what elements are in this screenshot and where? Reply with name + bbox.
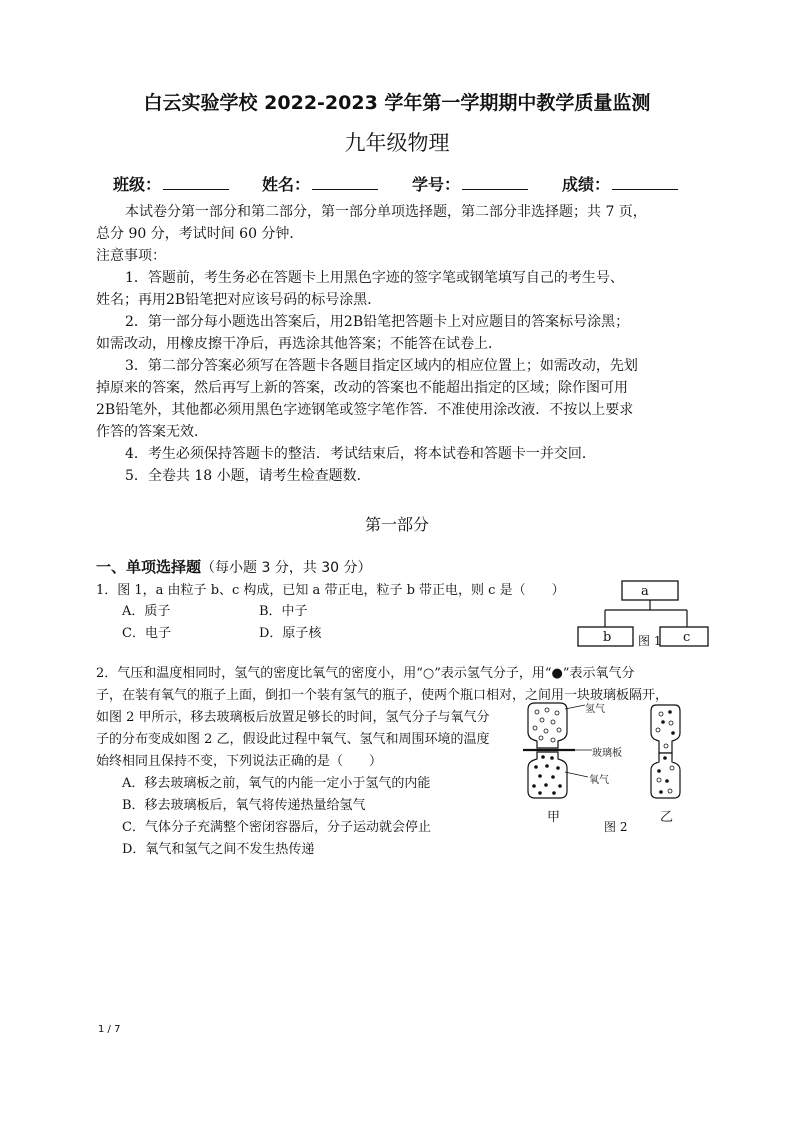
fig1-box-a [622, 581, 678, 600]
info-score-blank [612, 175, 678, 190]
fig2-label-h2: 氢气 [585, 704, 605, 715]
info-class-blank [163, 175, 229, 190]
exam-title: 白云实验学校 2022-2023 学年第一学期期中教学质量监测 [143, 92, 651, 114]
q2-line-4: 子的分布变成如图 2 乙，假设此过程中氧气、氢气和周围环境的温度 [96, 732, 490, 747]
exam-subtitle: 九年级物理 [344, 131, 450, 155]
fig2-label-glass: 玻璃板 [592, 748, 622, 759]
fig2-label-line-o2 [565, 772, 588, 777]
fig1-label-b: b [603, 630, 612, 645]
q2-line-3: 如图 2 甲所示，移去玻璃板后放置足够长的时间，氢气分子与氧气分 [96, 710, 490, 725]
q1-stem: 1．图 1，a 由粒子 b、c 构成，已知 a 带正电，粒子 b 带正电，则 c 是（ ） [96, 583, 565, 598]
fig2-label-line-h2 [565, 705, 585, 709]
note-3b: 掉原来的答案，然后再写上新的答案，改动的答案也不能超出指定的区域；除作图可用 [96, 380, 628, 396]
fig2-left-bottom-bottle [528, 752, 567, 798]
note-3d: 作答的答案无效． [96, 424, 208, 440]
note-3a: 3．第二部分答案必须写在答题卡各题目指定区域内的相应位置上；如需改动，先划 [125, 358, 638, 374]
q1-option-a: A．质子 [122, 604, 171, 619]
note-4: 4．考生必须保持答题卡的整洁．考试结束后，将本试卷和答题卡一并交回． [125, 446, 596, 462]
q2-line-5: 始终相同且保持不变，下列说法正确的是（ ） [96, 754, 383, 769]
info-name-label: 姓名： [262, 175, 311, 194]
q2-option-d: D．氧气和氢气之间不发生热传递 [122, 842, 315, 857]
q2-line-1: 2．气压和温度相同时，氢气的密度比氧气的密度小，用“○”表示氢气分子，用“●”表示氧气分 [96, 666, 635, 681]
q1-option-b: B．中子 [259, 604, 308, 619]
note-1b: 姓名；再用2B铅笔把对应该号码的标号涂黑． [96, 292, 382, 308]
fig2-label-right: 乙 [660, 810, 674, 825]
info-id-blank [462, 175, 528, 190]
fig2-left-bottles [523, 703, 575, 798]
q2-option-c: C．气体分子充满整个密闭容器后，分子运动就会停止 [122, 820, 431, 835]
note-5: 5．全卷共 18 小题，请考生检查题数． [125, 468, 371, 484]
fig1-label-c: c [683, 630, 691, 645]
section-1-title [96, 556, 372, 577]
note-3c: 2B铅笔外，其他都必须用黑色字迹钢笔或签字笔作答．不准使用涂改液．不按以上要求 [96, 402, 634, 418]
q2-line-2: 子，在装有氧气的瓶子上面，倒扣一个装有氢气的瓶子，使两个瓶口相对，之间用一块玻璃板隔开， [96, 688, 669, 703]
info-score-label: 成绩： [562, 175, 611, 194]
intro-line-1: 本试卷分第一部分和第二部分，第一部分单项选择题，第二部分非选择题；共 7 页， [125, 204, 647, 220]
q1-option-d: D．原子核 [259, 626, 322, 641]
info-id [412, 172, 528, 195]
info-class-label: 班级： [113, 175, 162, 194]
fig1-label-a: a [641, 584, 649, 599]
q2-option-a: A．移去玻璃板之前，氧气的内能一定小于氢气的内能 [122, 776, 431, 791]
info-class [113, 172, 229, 195]
fig2-caption: 图 2 [604, 820, 628, 834]
notes-title: 注意事项： [96, 248, 166, 264]
note-1a: 1．答题前，考生务必在答题卡上用黑色字迹的签字笔或钢笔填写自己的考生号、 [125, 270, 624, 286]
q2-option-b: B．移去玻璃板后，氧气将传递热量给氢气 [122, 798, 366, 813]
fig2-right-bottom-bottle [651, 753, 680, 798]
section-1-title-main: 一、单项选择题 [96, 558, 202, 576]
fig2-label-left: 甲 [547, 810, 561, 825]
fig2-label-o2: 氧气 [589, 775, 609, 786]
fig2-right-bottles [651, 705, 680, 798]
section-1-title-note: （每小题 3 分，共 30 分） [201, 560, 372, 576]
q1-option-c: C．电子 [122, 626, 171, 641]
intro-line-2: 总分 90 分，考试时间 60 分钟． [96, 226, 304, 242]
info-id-label: 学号： [412, 175, 461, 194]
info-score [562, 172, 678, 195]
fig1-caption: 图 1 [638, 634, 662, 648]
note-2b: 如需改动，用橡皮擦干净后，再选涂其他答案；不能答在试卷上． [96, 336, 502, 352]
page-number: 1 / 7 [98, 1024, 121, 1035]
part-title: 第一部分 [364, 515, 429, 534]
note-2a: 2．第一部分每小题选出答案后，用2B铅笔把答题卡上对应题目的答案标号涂黑； [125, 314, 630, 330]
info-name-blank [312, 175, 378, 190]
info-name [262, 172, 378, 195]
